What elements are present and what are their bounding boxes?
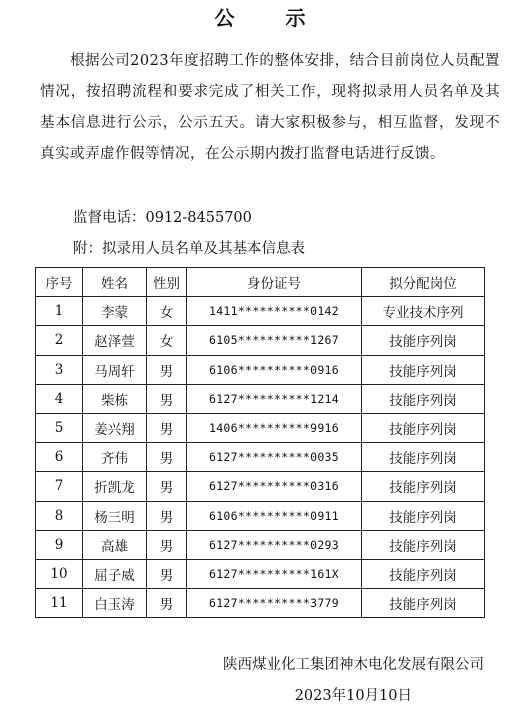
cell-index: 1 bbox=[36, 297, 83, 326]
cell-position: 技能序列岗 bbox=[362, 413, 485, 442]
table-header-row bbox=[36, 268, 485, 297]
cell-position: 技能序列岗 bbox=[362, 384, 485, 413]
cell-name: 杨三明 bbox=[83, 501, 147, 530]
cell-gender: 男 bbox=[147, 413, 187, 442]
cell-index: 4 bbox=[36, 384, 83, 413]
cell-id-number: 6127**********0035 bbox=[187, 443, 362, 472]
table-row bbox=[36, 443, 485, 472]
cell-id-number: 6106**********0916 bbox=[187, 355, 362, 384]
table-row bbox=[36, 559, 485, 588]
attachment-caption: 附：拟录用人员名单及其基本信息表 bbox=[73, 241, 305, 257]
cell-position: 技能序列岗 bbox=[362, 472, 485, 501]
cell-name: 屈子威 bbox=[83, 559, 147, 588]
cell-name: 柴栋 bbox=[83, 384, 147, 413]
cell-position: 专业技术序列 bbox=[362, 297, 485, 326]
cell-gender: 男 bbox=[147, 472, 187, 501]
cell-id-number: 6127**********0293 bbox=[187, 530, 362, 559]
table-row bbox=[36, 530, 485, 559]
cell-index: 3 bbox=[36, 355, 83, 384]
page-title: 公 示 bbox=[214, 6, 328, 30]
cell-name: 马周轩 bbox=[83, 355, 147, 384]
header-id-number: 身份证号 bbox=[187, 268, 362, 297]
cell-gender: 女 bbox=[147, 297, 187, 326]
cell-index: 9 bbox=[36, 530, 83, 559]
cell-id-number: 6106**********0911 bbox=[187, 501, 362, 530]
cell-name: 赵泽萱 bbox=[83, 326, 147, 355]
table-row bbox=[36, 472, 485, 501]
cell-position: 技能序列岗 bbox=[362, 326, 485, 355]
cell-index: 6 bbox=[36, 443, 83, 472]
header-index: 序号 bbox=[36, 268, 83, 297]
cell-id-number: 6127**********3779 bbox=[187, 589, 362, 618]
cell-index: 2 bbox=[36, 326, 83, 355]
cell-name: 高雄 bbox=[83, 530, 147, 559]
table-row bbox=[36, 589, 485, 618]
header-gender: 性别 bbox=[147, 268, 187, 297]
table-body bbox=[36, 297, 485, 618]
table-row bbox=[36, 297, 485, 326]
table-row bbox=[36, 326, 485, 355]
header-name: 姓名 bbox=[83, 268, 147, 297]
cell-position: 技能序列岗 bbox=[362, 501, 485, 530]
table-row bbox=[36, 413, 485, 442]
header-position: 拟分配岗位 bbox=[362, 268, 485, 297]
cell-gender: 男 bbox=[147, 589, 187, 618]
cell-id-number: 6127**********1214 bbox=[187, 384, 362, 413]
cell-id-number: 6105**********1267 bbox=[187, 326, 362, 355]
cell-index: 10 bbox=[36, 559, 83, 588]
cell-position: 技能序列岗 bbox=[362, 355, 485, 384]
cell-gender: 女 bbox=[147, 326, 187, 355]
cell-index: 11 bbox=[36, 589, 83, 618]
cell-gender: 男 bbox=[147, 384, 187, 413]
supervision-phone: 监督电话：0912-8455700 bbox=[73, 210, 252, 226]
cell-name: 白玉涛 bbox=[83, 589, 147, 618]
notice-date: 2023年10月10日 bbox=[294, 688, 412, 704]
candidate-table bbox=[35, 267, 485, 618]
cell-position: 技能序列岗 bbox=[362, 589, 485, 618]
table-row bbox=[36, 355, 485, 384]
cell-gender: 男 bbox=[147, 355, 187, 384]
cell-id-number: 6127**********161X bbox=[187, 559, 362, 588]
cell-name: 李蒙 bbox=[83, 297, 147, 326]
cell-gender: 男 bbox=[147, 501, 187, 530]
table-row bbox=[36, 384, 485, 413]
cell-gender: 男 bbox=[147, 530, 187, 559]
cell-name: 姜兴翔 bbox=[83, 413, 147, 442]
cell-position: 技能序列岗 bbox=[362, 443, 485, 472]
cell-id-number: 6127**********0316 bbox=[187, 472, 362, 501]
cell-gender: 男 bbox=[147, 559, 187, 588]
cell-index: 5 bbox=[36, 413, 83, 442]
company-signature: 陕西煤业化工集团神木电化发展有限公司 bbox=[223, 657, 484, 673]
cell-id-number: 1411**********0142 bbox=[187, 297, 362, 326]
cell-index: 7 bbox=[36, 472, 83, 501]
cell-index: 8 bbox=[36, 501, 83, 530]
cell-name: 齐伟 bbox=[83, 443, 147, 472]
table-row bbox=[36, 501, 485, 530]
notice-paragraph: 根据公司2023年度招聘工作的整体安排，结合目前岗位人员配置情况，按招聘流程和要求完成了相关工作，现将拟录用人员名单及其基本信息进行公示，公示五天。请大家积极参与，相互监督，发现不真实或弄虚作假等情况，在公示期内拨打监督电话进行反馈。 bbox=[40, 53, 500, 162]
cell-position: 技能序列岗 bbox=[362, 530, 485, 559]
cell-position: 技能序列岗 bbox=[362, 559, 485, 588]
cell-name: 折凯龙 bbox=[83, 472, 147, 501]
cell-id-number: 1406**********9916 bbox=[187, 413, 362, 442]
cell-gender: 男 bbox=[147, 443, 187, 472]
